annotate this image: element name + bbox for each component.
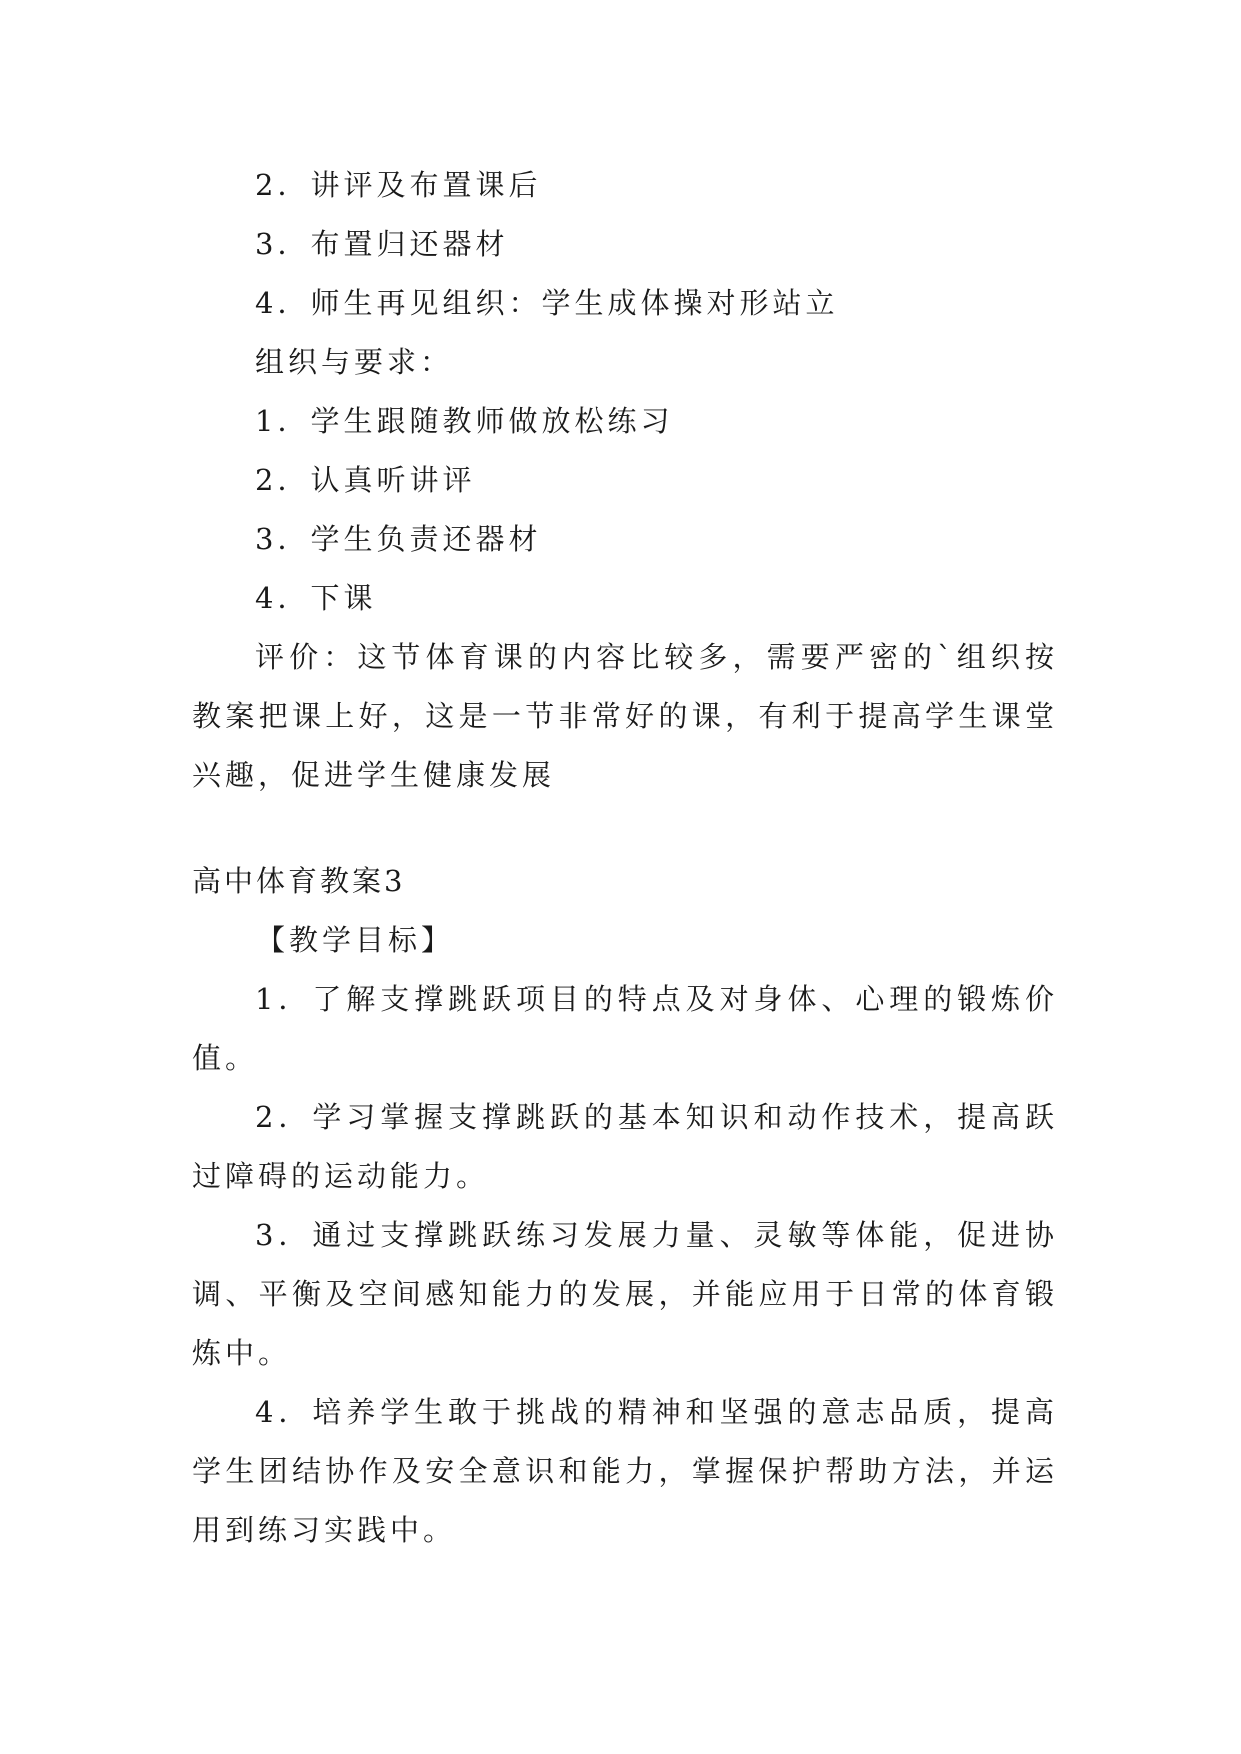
objective-paragraph: 1．了解支撑跳跃项目的特点及对身体、心理的锻炼价值。: [192, 982, 1058, 1075]
evaluation-paragraph: 评价：这节体育课的内容比较多，需要严密的`组织按教案把课上好，这是一节非常好的课，有利于提高学生课堂兴趣，促进学生健康发展: [192, 640, 1058, 792]
requirement-item: 3．学生负责还器材: [255, 522, 542, 556]
document-body: [192, 156, 1058, 1560]
section-title: 高中体育教案3: [192, 864, 406, 898]
objective-paragraph: 3．通过支撑跳跃练习发展力量、灵敏等体能，促进协调、平衡及空间感知能力的发展，并能应用于日常的体育锻炼中。: [192, 1218, 1058, 1370]
requirement-item: 1．学生跟随教师做放松练习: [255, 404, 674, 438]
objective-paragraph: 4．培养学生敢于挑战的精神和坚强的意志品质，提高学生团结协作及安全意识和能力，掌握保护帮助方法，并运用到练习实践中。: [192, 1395, 1058, 1547]
step-item: 2．讲评及布置课后: [255, 168, 542, 202]
requirements-title: 组织与要求：: [255, 345, 454, 379]
requirement-item: 4．下课: [255, 581, 377, 615]
step-item: 3．布置归还器材: [255, 227, 509, 261]
requirement-item: 2．认真听讲评: [255, 463, 476, 497]
objectives-label: 【教学目标】: [256, 923, 455, 957]
objective-paragraph: 2．学习掌握支撑跳跃的基本知识和动作技术，提高跃过障碍的运动能力。: [192, 1100, 1058, 1193]
step-item: 4．师生再见组织：学生成体操对形站立: [255, 286, 839, 320]
